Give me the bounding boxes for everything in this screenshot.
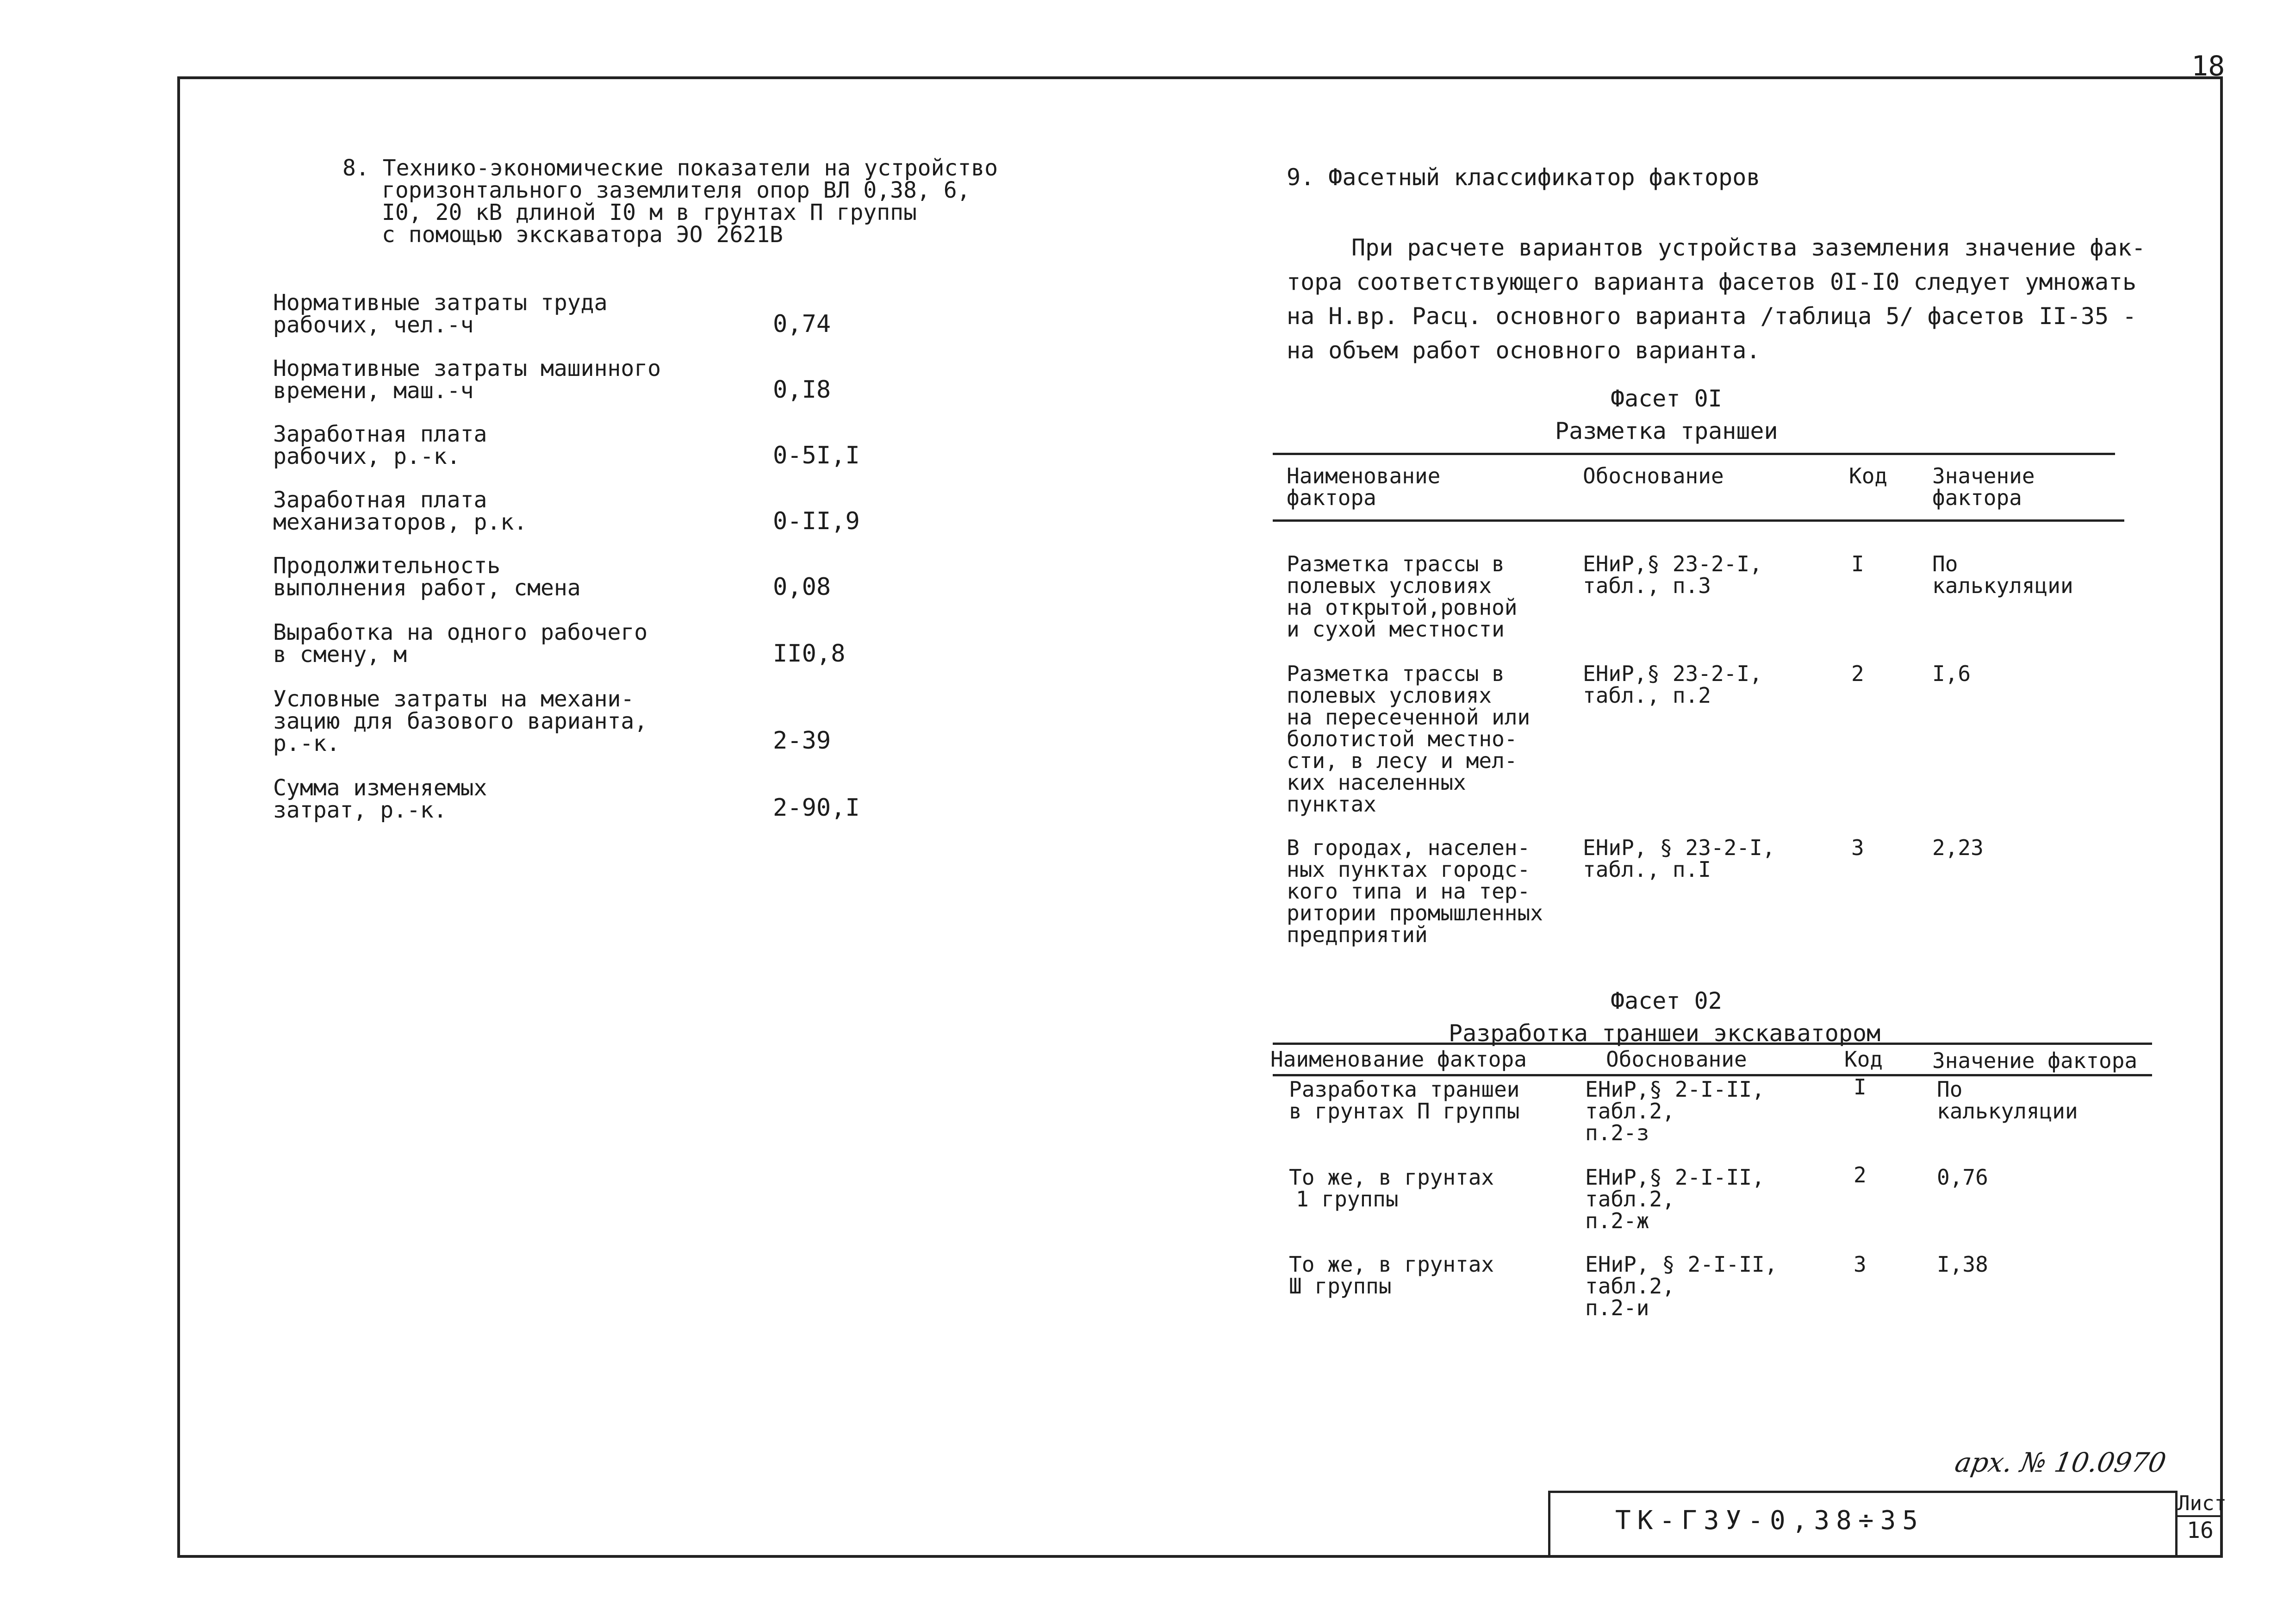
facet02-caption: Фасет 02 [1611, 987, 1722, 1014]
indicator-value: 0,I8 [773, 376, 831, 404]
facet02-row3-name: То же, в грунтах Ш группы [1289, 1252, 1494, 1299]
section9-paragraph: При расчете вариантов устройства заземления значение фак- тора соответствующего варианта фасетов 0I-I0 следует умножать на Н.вр. Расц. основного варианта /таблица 5/ фасетов II-35 - на объем работ основного варианта. [1287, 234, 2146, 364]
facet01-subcaption: Разметка траншеи [1555, 418, 1778, 444]
facet02-row2-basis: ЕНиР,§ 2-I-II, табл.2, п.2-ж [1585, 1165, 1765, 1233]
facet01-header-rule [1273, 519, 2124, 522]
indicator-label: Условные затраты на механи- зацию для базового варианта, р.-к. [273, 686, 648, 756]
indicator-label: Сумма изменяемых затрат, р.-к. [273, 775, 487, 823]
facet01-top-rule [1273, 453, 2115, 455]
indicator-value: 0-5I,I [773, 442, 860, 469]
indicator-label: Заработная плата рабочих, р.-к. [273, 421, 487, 469]
indicator-value: 2-39 [773, 727, 831, 755]
facet02-row3-basis: ЕНиР, § 2-I-II, табл.2, п.2-и [1585, 1252, 1778, 1320]
facet02-row1-name: Разработка траншеи в грунтах П группы [1289, 1077, 1520, 1124]
facet02-row1-value: По калькуляции [1937, 1077, 2078, 1124]
indicator-label: Заработная плата механизаторов, р.к. [273, 487, 528, 535]
facet01-row2-value: I,6 [1932, 661, 1971, 686]
facet01-header-code: Код [1849, 463, 1888, 488]
facet01-row2-basis: ЕНиР,§ 23-2-I, табл., п.2 [1583, 661, 1762, 708]
facet01-row2-name: Разметка трассы в полевых условиях на пересеченной или болотистой местно- сти, в лесу и мел- ких населенных пунктах [1287, 661, 1531, 817]
indicator-label: Продолжительность выполнения работ, смена [273, 553, 581, 601]
indicator-label: Выработка на одного рабочего в смену, м [273, 619, 648, 668]
section8-title-line-4: с помощью экскаватора ЭО 2621В [382, 222, 783, 248]
facet01-row3-code: 3 [1851, 835, 1864, 860]
facet02-row3-code: 3 [1854, 1252, 1867, 1277]
indicator-value: 0,74 [773, 310, 831, 338]
facet02-header-name: Наименование фактора [1270, 1047, 1527, 1072]
indicator-label: Нормативные затраты труда рабочих, чел.-ч [273, 290, 608, 338]
facet02-header-basis: Обоснование [1606, 1047, 1747, 1072]
facet02-header-value: Значение фактора [1932, 1048, 2138, 1073]
facet02-row2-code: 2 [1854, 1162, 1867, 1187]
facet02-row1-code: I [1854, 1074, 1867, 1099]
facet01-row1-value: По калькуляции [1932, 551, 2073, 598]
sheet-label: Лист [2178, 1492, 2227, 1515]
indicator-value: 0,08 [773, 573, 831, 601]
page-number: 18 [2191, 50, 2225, 82]
indicator-value: 0-II,9 [773, 507, 860, 535]
section8-title-line-3: I0, 20 кВ длиной I0 м в грунтах П группы [382, 200, 917, 225]
archive-number: арх. № 10.0970 [1953, 1447, 2169, 1478]
indicator-value: 2-90,I [773, 794, 860, 822]
sheet-divider [2175, 1515, 2223, 1517]
facet02-subcaption: Разработка траншеи экскаватором [1449, 1020, 1881, 1047]
facet02-top-rule [1273, 1043, 2152, 1045]
facet01-row3-name: В городах, населен- ных пунктах городс- кого типа и на тер- ритории промышленных предприятий [1287, 835, 1543, 947]
facet01-row1-name: Разметка трассы в полевых условиях на открытой,ровной и сухой местности [1287, 551, 1518, 642]
section8-title-line-2: горизонтального заземлителя опор ВЛ 0,38, 6, [382, 177, 971, 203]
facet01-header-value: Значение фактора [1932, 463, 2035, 510]
facet02-row2-value: 0,76 [1937, 1165, 1988, 1190]
facet01-row3-value: 2,23 [1932, 835, 1984, 860]
facet01-caption: Фасет 0I [1611, 385, 1722, 412]
section9-title: 9. Фасетный классификатор факторов [1287, 164, 1761, 191]
facet02-row1-basis: ЕНиР,§ 2-I-II, табл.2, п.2-з [1585, 1077, 1765, 1145]
facet01-header-name: Наименование фактора [1287, 463, 1441, 510]
sheet-number: 16 [2187, 1518, 2214, 1543]
facet02-row2-name: То же, в грунтах 1 группы [1289, 1165, 1494, 1212]
indicator-label: Нормативные затраты машинного времени, маш.-ч [273, 356, 661, 404]
facet01-header-basis: Обоснование [1583, 463, 1724, 488]
facet01-row1-basis: ЕНиР,§ 23-2-I, табл., п.3 [1583, 551, 1762, 598]
section8-title-line-1: 8. Технико-экономические показатели на устройство [342, 155, 998, 181]
facet01-row1-code: I [1851, 551, 1864, 576]
facet01-row3-basis: ЕНиР, § 23-2-I, табл., п.I [1583, 835, 1775, 882]
facet02-header-rule [1273, 1074, 2152, 1076]
facet02-header-code: Код [1844, 1047, 1883, 1072]
document-code: ТК-ГЗУ-0,38÷35 [1615, 1505, 1925, 1536]
facet02-row3-value: I,38 [1937, 1252, 1988, 1277]
facet01-row2-code: 2 [1851, 661, 1864, 686]
indicator-value: II0,8 [773, 640, 846, 668]
